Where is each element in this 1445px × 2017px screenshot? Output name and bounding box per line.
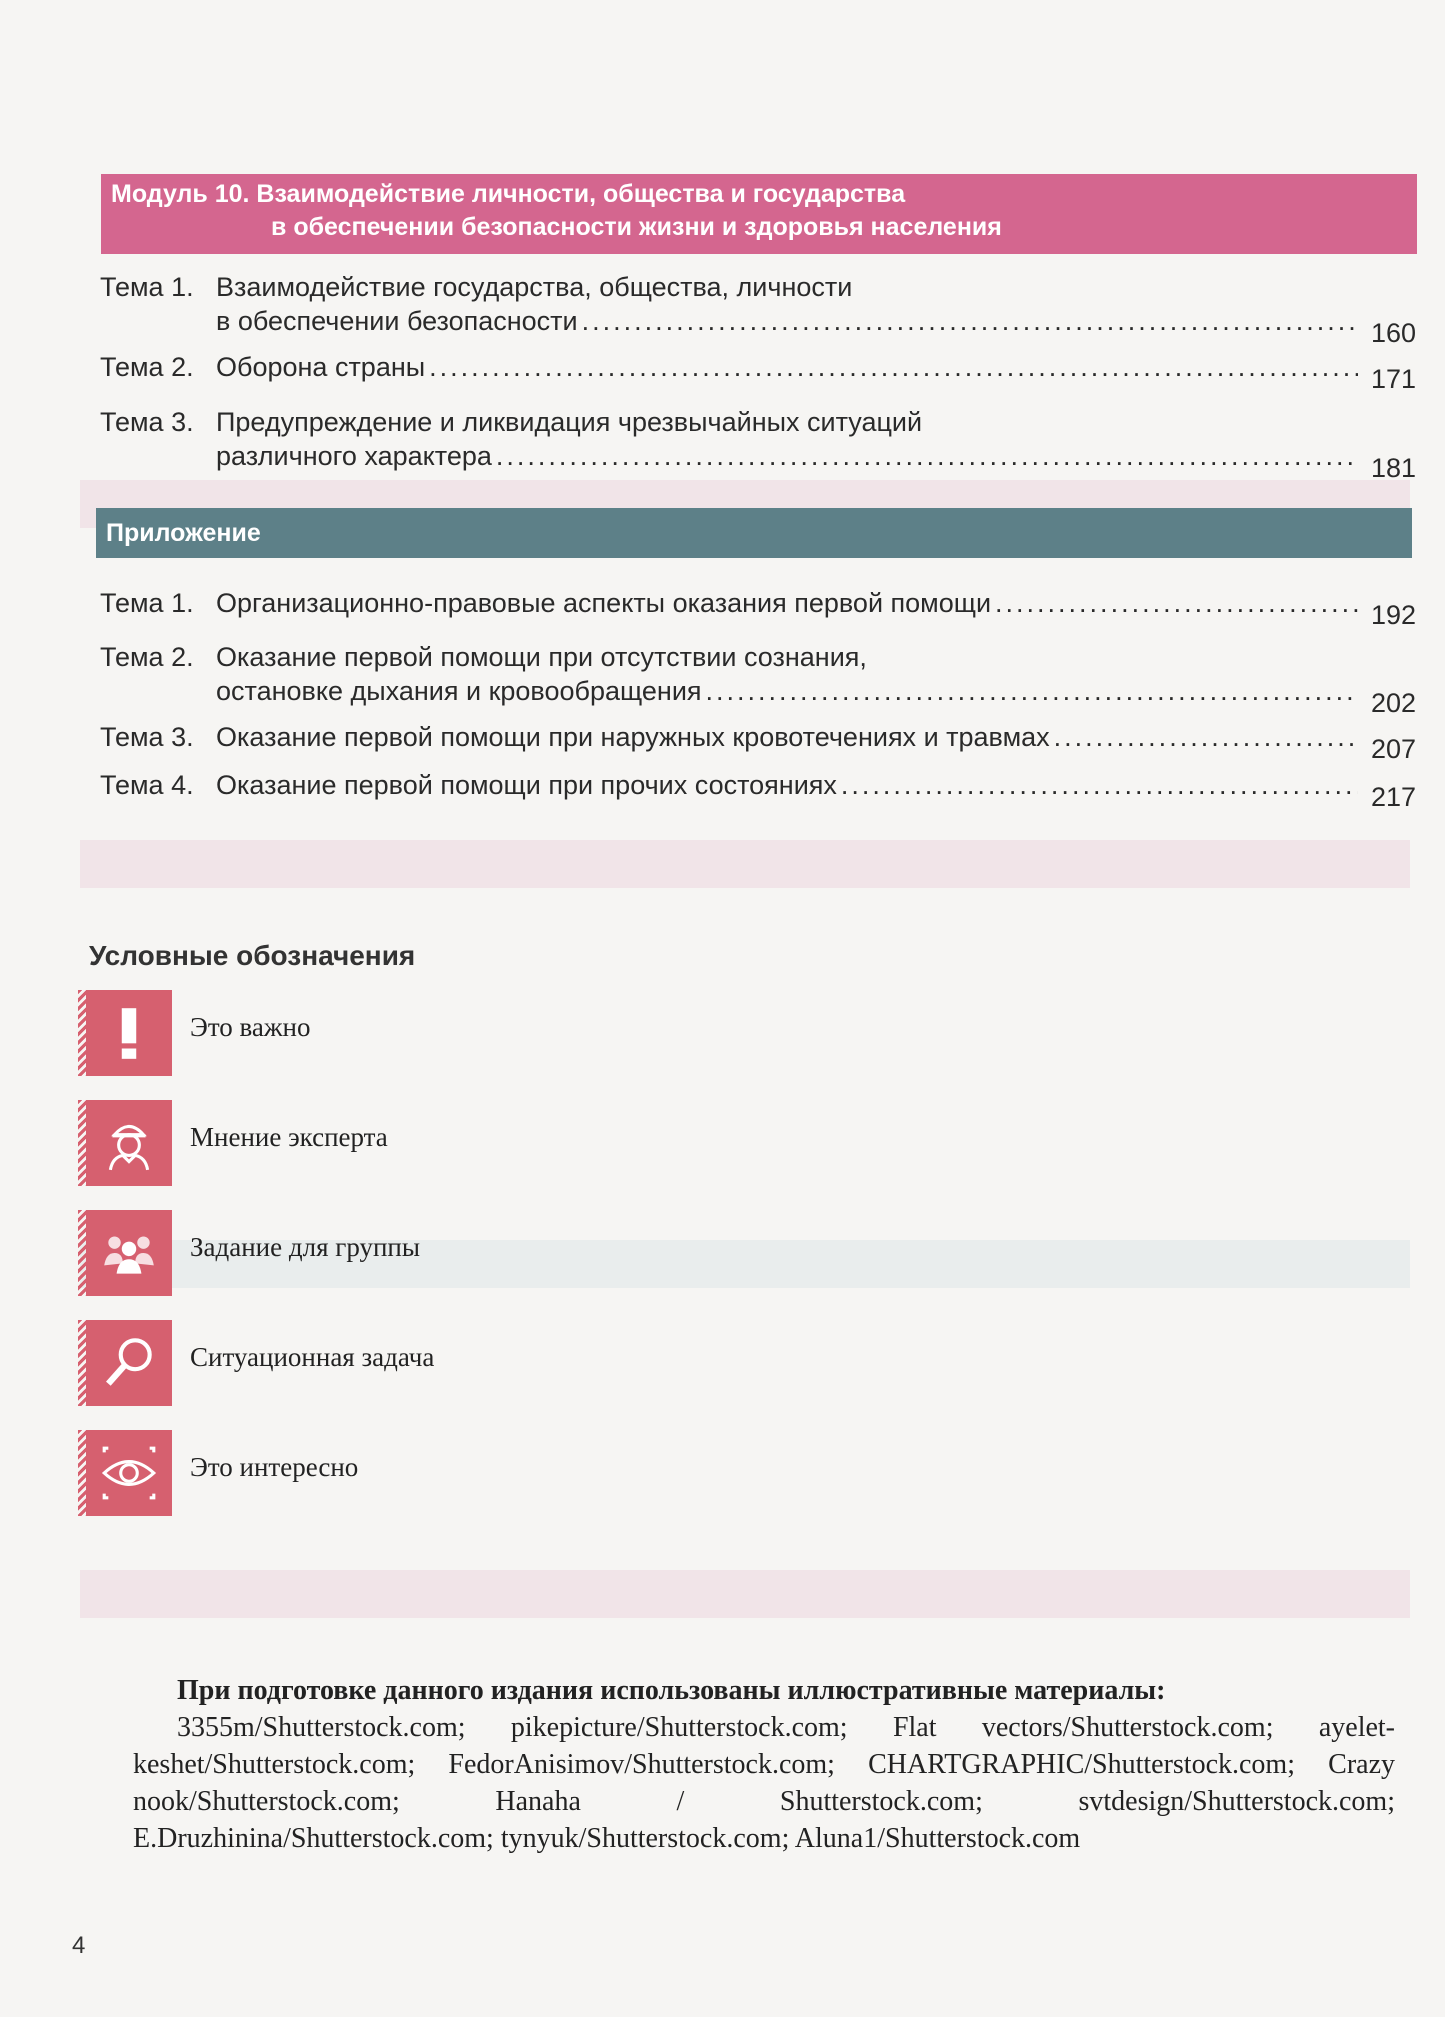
topic-title: Взаимодействие государства, общества, личности [216,272,853,302]
topic-title: Оказание первой помощи при наружных кровотечениях и травмах [216,722,1050,752]
legend-item-expert [86,1100,786,1200]
toc-entry [100,720,1416,764]
credits-body: 3355m/Shutterstock.com; pikepicture/Shutterstock.com; Flat vectors/Shutterstock.com; ayelet-keshet/Shutterstock.com; FedorAnisimov/Shutterstock.com; CHARTGRAPHIC/Shutterstock.com; Crazy nook/Shutterstock.com; Hanaha / Shutterstock.com; svtdesign/Shutterstock.com; E.Druzhinina/Shutterstock.com; tynyuk/Shutterstock.com; Aluna1/Shutterstock.com [133,1712,1395,1854]
legend-item-case-study [86,1320,786,1420]
topic-title: Организационно-правовые аспекты оказания первой помощи [216,588,992,618]
legend-label: Ситуационная задача [190,1342,435,1372]
expert-icon [86,1100,172,1186]
topic-label: Тема 3. [100,407,194,437]
legend-item-group [86,1210,786,1310]
exclamation-icon [86,990,172,1076]
legend-title: Условные обозначения [89,940,416,971]
illustration-credits [133,1672,1395,1857]
topic-title-cont: различного характера [216,441,492,471]
topic-title: Оказание первой помощи при отсутствии сознания, [216,642,867,672]
topic-page: 171 [1370,364,1416,394]
dot-leader [582,304,1358,338]
appendix-title: Приложение [106,519,261,547]
topic-label: Тема 4. [100,770,194,800]
module-title-line2: в обеспечении безопасности жизни и здоровья населения [271,213,1002,241]
topic-page: 202 [1370,688,1416,718]
bleed-through-band [80,840,1410,888]
legend-label: Задание для группы [190,1232,421,1262]
topic-title-cont: остановке дыхания и кровообращения [216,676,702,706]
topic-title: Предупреждение и ликвидация чрезвычайных ситуаций [216,407,923,437]
eye-icon [86,1430,172,1516]
topic-label: Тема 3. [100,722,194,752]
legend-label: Это важно [190,1012,311,1042]
magnifier-icon [86,1320,172,1406]
dot-leader [496,439,1358,473]
topic-label: Тема 1. [100,272,194,302]
topic-page: 160 [1370,318,1416,348]
toc-entry [100,586,1416,630]
toc-entry [100,768,1416,812]
legend-label: Мнение эксперта [190,1122,388,1152]
toc-entry [100,350,1416,394]
group-icon [86,1210,172,1296]
topic-label: Тема 2. [100,642,194,672]
legend-label: Это интересно [190,1452,359,1482]
topic-title: Оказание первой помощи при прочих состояниях [216,770,837,800]
page-number: 4 [72,1932,86,1959]
module-title-line1: Модуль 10. Взаимодействие личности, общества и государства [111,180,906,208]
topic-page: 181 [1370,453,1416,483]
appendix-banner [96,508,1412,558]
dot-leader [429,350,1358,384]
dot-leader [995,586,1358,620]
legend-item-interesting [86,1430,786,1530]
dot-leader [706,674,1358,708]
topic-page: 217 [1370,782,1416,812]
dot-leader [841,768,1358,802]
topic-label: Тема 2. [100,352,194,382]
bleed-through-band [80,1570,1410,1618]
toc-entry [100,270,1416,348]
toc-entry [100,405,1416,483]
credits-heading: При подготовке данного издания использованы иллюстративные материалы: [177,1675,1166,1706]
legend-item-important [86,990,786,1090]
topic-title: Оборона страны [216,352,426,382]
topic-label: Тема 1. [100,588,194,618]
topic-page: 207 [1370,734,1416,764]
dot-leader [1054,720,1358,754]
toc-entry [100,640,1416,718]
topic-title-cont: в обеспечении безопасности [216,306,578,336]
topic-page: 192 [1370,600,1416,630]
module-banner [101,174,1417,254]
